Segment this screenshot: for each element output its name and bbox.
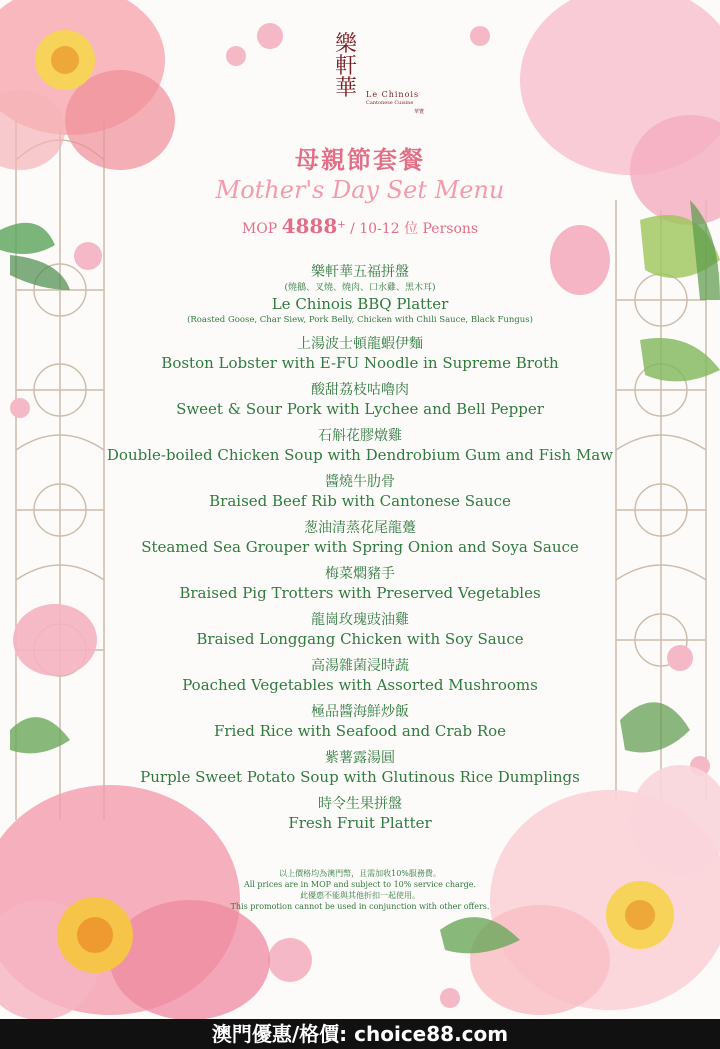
menu-item bbox=[100, 703, 620, 741]
menu-list bbox=[100, 263, 620, 833]
footer-note-zh-1: 以上價格均為澳門幣，且需加收10%服務費。 bbox=[279, 869, 441, 878]
menu-item bbox=[100, 335, 620, 373]
price-plus: + bbox=[337, 219, 346, 231]
dish-name-en: Poached Vegetables with Assorted Mushrooms bbox=[182, 676, 538, 694]
menu-item bbox=[100, 611, 620, 649]
dish-name-en: Boston Lobster with E-FU Noodle in Supreme Broth bbox=[161, 354, 559, 372]
menu-item bbox=[100, 749, 620, 787]
brand-name: Le Chinois bbox=[366, 90, 420, 99]
dish-name-en: Steamed Sea Grouper with Spring Onion and Soya Sauce bbox=[141, 538, 579, 556]
title-english: Mother's Day Set Menu bbox=[215, 176, 505, 204]
brand-logo bbox=[332, 34, 442, 114]
dish-name-en: Le Chinois BBQ Platter bbox=[271, 295, 449, 313]
dish-name-zh: 梅菜燜豬手 bbox=[325, 566, 395, 582]
price-suffix: / 10-12 位 Persons bbox=[345, 221, 479, 237]
dish-name-zh: 葱油清蒸花尾龍躉 bbox=[304, 520, 416, 536]
menu-item bbox=[100, 381, 620, 419]
dish-name-zh: 極品醬海鮮炒飯 bbox=[311, 704, 409, 720]
dish-note-en: (Roasted Goose, Char Siew, Pork Belly, Chicken with Chili Sauce, Black Fungus) bbox=[187, 315, 533, 325]
dish-name-en: Braised Beef Rib with Cantonese Sauce bbox=[209, 492, 511, 510]
dish-name-en: Double-boiled Chicken Soup with Dendrobium Gum and Fish Maw bbox=[106, 446, 614, 464]
menu-item bbox=[100, 519, 620, 557]
leaves-right bbox=[620, 338, 720, 753]
menu-item bbox=[100, 565, 620, 603]
menu-item bbox=[100, 657, 620, 695]
dish-name-zh: 樂軒華五福拼盤 bbox=[311, 264, 409, 280]
dish-note-zh: (燒鵝、叉燒、燒肉、口水雞、黑木耳) bbox=[284, 283, 436, 293]
dish-name-zh: 醬燒牛肋骨 bbox=[325, 474, 395, 490]
footer-notes bbox=[0, 868, 720, 912]
dish-name-en: Fried Rice with Seafood and Crab Roe bbox=[213, 722, 507, 740]
menu-item bbox=[100, 427, 620, 465]
price-prefix: MOP bbox=[241, 221, 282, 237]
title-chinese: 母親節套餐 bbox=[295, 145, 425, 174]
footer-note-en-1: All prices are in MOP and subject to 10% service charge. bbox=[243, 880, 477, 889]
brand-subtitle: Cantonese Cuisine bbox=[366, 100, 414, 106]
dish-name-en: Braised Pig Trotters with Preserved Vegetables bbox=[179, 584, 541, 602]
dish-name-zh: 龍崗玫瑰豉油雞 bbox=[311, 612, 409, 628]
menu-item bbox=[100, 473, 620, 511]
footer-note-en-2: This promotion cannot be used in conjunction with other offers. bbox=[230, 902, 490, 911]
price-amount: 4888 bbox=[281, 214, 338, 238]
brand-small-mark: 華覽 bbox=[414, 109, 425, 115]
menu-item bbox=[100, 795, 620, 833]
menu-item bbox=[100, 263, 620, 327]
dish-name-zh: 酸甜荔枝咕嚕肉 bbox=[311, 382, 409, 398]
dish-name-en: Fresh Fruit Platter bbox=[288, 814, 432, 832]
dish-name-en: Purple Sweet Potato Soup with Glutinous Rice Dumplings bbox=[140, 768, 580, 786]
watermark-bar: 澳門優惠/格價: choice88.com bbox=[0, 1019, 720, 1049]
logo-chinese-mark: 樂軒華 bbox=[334, 32, 357, 101]
dish-name-zh: 石斛花膠燉雞 bbox=[318, 428, 402, 444]
dish-name-en: Sweet & Sour Pork with Lychee and Bell Pepper bbox=[176, 400, 544, 418]
dish-name-zh: 上湯波士頓龍蝦伊麵 bbox=[297, 336, 423, 352]
dish-name-zh: 紫薯露湯圓 bbox=[325, 750, 395, 766]
price-line bbox=[0, 214, 720, 238]
dish-name-en: Braised Longgang Chicken with Soy Sauce bbox=[196, 630, 524, 648]
dish-name-zh: 時令生果拼盤 bbox=[318, 796, 402, 812]
footer-note-zh-2: 此優惠不能與其他折扣一起使用。 bbox=[300, 891, 420, 900]
dish-name-zh: 高湯雜菌浸時蔬 bbox=[311, 658, 409, 674]
rosebud-left bbox=[10, 604, 97, 753]
